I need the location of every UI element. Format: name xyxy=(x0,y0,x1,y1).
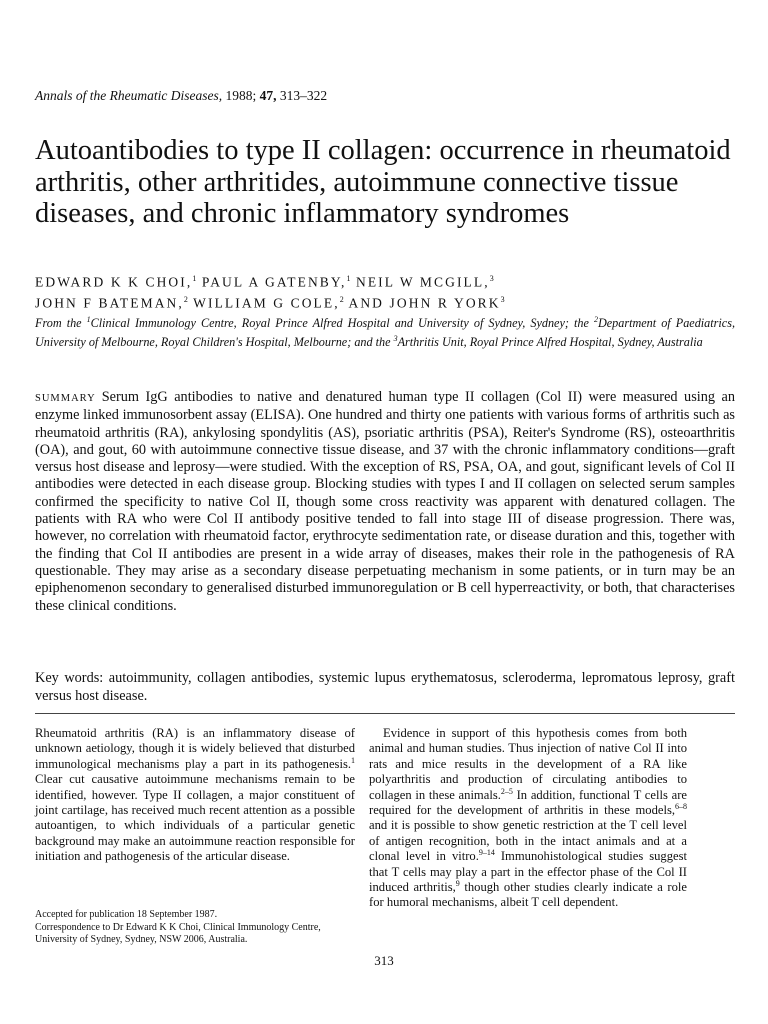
body-text: In addition, functional T cells are required for the development of arthritis in these models, xyxy=(369,787,687,818)
affiliation-mark: 3 xyxy=(393,334,398,344)
author-affiliation-mark: 3 xyxy=(500,294,505,304)
author-affiliation-mark: 1 xyxy=(346,274,351,283)
abstract-text: Serum IgG antibodies to native and denatured human type II collagen (Col II) were measured using an enzyme linked immunosorbent assay (ELISA). One hundred and thirty one patients with various forms of arthritis such as rheumatoid arthritis (RA), ankylosing spondylitis (AS), psoriatic arthritis (PSA), Reiter's Syndrome (RS), osteoarthritis (OA), and gout, 60 with autoimmune connective tissue disease, and 37 with the chronic inflammatory conditions—graft versus host disease and leprosy—were studied. With the exception of RS, PSA, OA, and gout, significant levels of Col II antibodies were detected in each disease group. Blocking studies with types I and II collagen on selected serum samples confirmed the specificity to native Col II, though some cross reactivity was apparent with denatured collagen. The patients with RA who were Col II antibody positive tended to fall into stage III of disease progression. There was, however, no correlation with rheumatoid factor, erythrocyte sedimentation rate, or disease duration and this, together with the finding that Col II antibodies are present in a wide array of diseases, makes their role in the pathogenesis of RA questionable. They may arise as a secondary disease perpetuating mechanism in some patients, or in turn may be an epiphenomenon secondary to generalised disturbed immunoregulation or B cell hyperreactivity, or both, that characterises these clinical conditions. xyxy=(35,389,735,614)
journal-pages: 313–322 xyxy=(279,88,328,103)
footnote-correspondence: Correspondence to Dr Edward K K Choi, Clinical Immunology Centre, University of Sydney, Sydney, NSW 2006, Australia. xyxy=(35,921,321,945)
body-text: though other studies clearly indicate a role for humoral mechanisms, albeit T cell dependent. xyxy=(369,880,687,910)
affiliations xyxy=(35,312,735,350)
author-affiliation-mark: 2 xyxy=(339,294,344,304)
body-text: and it is possible to show genetic restriction at the T cell level of antigen recognition, both in the intact animals and at a clonal level in vitro. xyxy=(369,818,687,864)
body-text: Immunohistological studies suggest that T cells may play a part in the effector phase of the Col II induced arthritis, xyxy=(369,849,688,895)
affiliation-text: Department of Paediatrics, University of Melbourne, Royal Children's Hospital, Melbourne; and the xyxy=(35,316,735,350)
journal-year: 1988; xyxy=(225,88,257,103)
author-name: JOHN R YORK xyxy=(389,295,501,310)
body-text: Clear cut causative autoimmune mechanisms remain to be identified, however. Type II collagen, a major constituent of joint cartilage, has received much recent attention as a possible autoantigen, to which individuals of a particular genetic background may make an autoimmune reaction responsible for initiation and pathogenesis of the articular disease. xyxy=(35,772,355,864)
footnote-accepted: Accepted for publication 18 September 1987. xyxy=(35,909,218,920)
author-affiliation-mark: 1 xyxy=(192,274,197,283)
author-name: PAUL A GATENBY, xyxy=(201,274,347,290)
body-column-right xyxy=(369,726,687,911)
affiliation-mark: 1 xyxy=(86,315,91,324)
journal-volume: 47, xyxy=(259,88,277,103)
author-name: WILLIAM G COLE, xyxy=(193,295,340,310)
citation-ref: 9 xyxy=(455,878,460,888)
section-divider xyxy=(35,713,735,714)
page-number: 313 xyxy=(374,953,394,968)
author-affiliation-mark: 2 xyxy=(183,294,188,304)
affiliation-prefix: From the xyxy=(35,316,82,331)
citation-ref: 2–5 xyxy=(500,786,513,796)
citation-ref: 1 xyxy=(351,755,355,765)
keywords: Key words: autoimmunity, collagen antibodies, systemic lupus erythematosus, scleroderma, lepromatous leprosy, graft versus host disease. xyxy=(35,670,735,704)
article-title: Autoantibodies to type II collagen: occurrence in rheumatoid arthritis, other arthritides, autoimmune connective tissue diseases, and chronic inflammatory syndromes xyxy=(35,135,731,229)
affiliation-text: Arthritis Unit, Royal Prince Alfred Hospital, Sydney, Australia xyxy=(397,335,703,350)
author-list xyxy=(35,270,735,311)
footnote xyxy=(35,909,355,947)
affiliation-mark: 2 xyxy=(593,315,598,324)
author-name: NEIL W MCGILL, xyxy=(355,274,490,290)
body-text: Rheumatoid arthritis (RA) is an inflammatory disease of unknown aetiology, though it is widely believed that disturbed immunological mechanisms play a part in its pathogenesis. xyxy=(35,726,355,771)
abstract-label: SUMMARY xyxy=(35,393,96,404)
abstract xyxy=(35,389,735,615)
body-text: Evidence in support of this hypothesis comes from both animal and human studies. Thus injection of native Col II into rats and mice results in the development of a RA like polyarthritis and production of circulating antibodies to collagen in these animals. xyxy=(369,726,687,802)
journal-citation xyxy=(35,88,327,104)
citation-ref: 9–14 xyxy=(478,848,495,858)
author-name: JOHN F BATEMAN, xyxy=(35,295,184,310)
author-name: EDWARD K K CHOI, xyxy=(35,274,193,290)
citation-ref: 6–8 xyxy=(675,801,687,811)
body-column-left xyxy=(35,726,355,865)
journal-name: Annals of the Rheumatic Diseases, xyxy=(35,88,223,103)
author-conjunction: AND xyxy=(348,295,385,310)
affiliation-text: Clinical Immunology Centre, Royal Prince Alfred Hospital and University of Sydney, Sydney; the xyxy=(90,316,589,331)
author-affiliation-mark: 3 xyxy=(489,274,494,283)
